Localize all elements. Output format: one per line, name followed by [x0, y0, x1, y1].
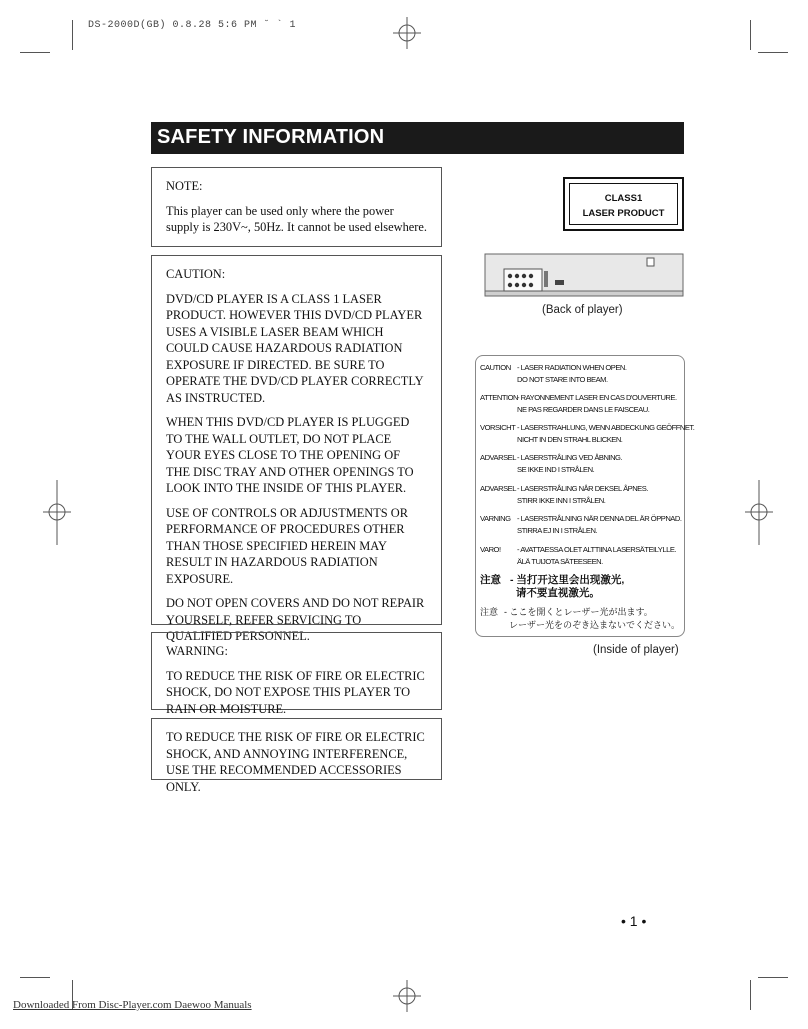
caution-paragraph: WHEN THIS DVD/CD PLAYER IS PLUGGED TO THE WALL OUTLET, DO NOT PLACE YOUR EYES CLOSE TO THE OPENING OF THE DISC TRAY AND OTHER OPENINGS TO LOOK INTO THE INSIDE OF THIS PLAYER.	[166, 415, 414, 495]
caution-heading: CAUTION:	[166, 267, 226, 281]
accessories-box	[151, 718, 442, 794]
inside-laser-warning-label	[475, 355, 695, 637]
warning-label-chinese: 注意 - 当打开这里会出现激光, 请不要直视激光。	[480, 574, 625, 599]
class-label-line1: CLASS1	[604, 193, 643, 204]
inside-of-player-caption: (Inside of player)	[593, 644, 679, 656]
note-box	[151, 167, 442, 247]
page-title: SAFETY INFORMATION	[157, 126, 385, 148]
print-slug: DS-2000D(GB) 0.8.28 5:6 PM ˘ ` 1	[88, 20, 297, 31]
accessories-text: TO REDUCE THE RISK OF FIRE OR ELECTRIC SHOCK, AND ANNOYING INTERFERENCE, USE THE RECOMMENDED ACCESSORIES ONLY.	[166, 730, 425, 794]
footer-download-link[interactable]: Downloaded From Disc-Player.com Daewoo Manuals	[13, 999, 252, 1011]
warning-label-row: VARNING - LASERSTRÅLNING NÄR DENNA DEL ÄR ÖPPNAD. STIRRA EJ IN I STRÅLEN.	[480, 514, 682, 535]
warning-box	[151, 632, 442, 716]
class1-laser-label	[563, 177, 684, 231]
page-number: • 1 •	[621, 913, 647, 929]
warning-label-row: VORSICHT - LASERSTRAHLUNG, WENN ABDECKUNG GEÖFFNET. NICHT IN DEN STRAHL BLICKEN.	[480, 423, 695, 444]
class-label-line2: LASER PRODUCT	[582, 208, 665, 219]
warning-heading: WARNING:	[166, 644, 228, 658]
back-of-player-caption: (Back of player)	[542, 304, 623, 316]
caution-paragraph: USE OF CONTROLS OR ADJUSTMENTS OR PERFORMANCE OF PROCEDURES OTHER THAN THOSE SPECIFIED HEREIN MAY RESULT IN HAZARDOUS RADIATION EXPOSURE.	[166, 505, 408, 586]
warning-label-row: ADVARSEL- LASERSTRÅLING VED ÅBNING. SE IKKE IND I STRÅLEN.	[480, 453, 623, 474]
warning-label-row: CAUTION - LASER RADIATION WHEN OPEN. DO NOT STARE INTO BEAM.	[480, 363, 627, 384]
page-title-bar	[151, 122, 684, 154]
caution-paragraph: DVD/CD PLAYER IS A CLASS 1 LASER PRODUCT. HOWEVER THIS DVD/CD PLAYER USES A VISIBLE LASER BEAM WHICH COULD CAUSE HAZARDOUS RADIATION EXPOSURE IF DIRECTED. BE SURE TO OPERATE THE DVD/CD PLAYER CORRECTLY AS INSTRUCTED.	[166, 291, 424, 405]
warning-label-row: ADVARSEL- LASERSTRÅLING NÅR DEKSEL ÅPNES. STIRR IKKE INN I STRÅLEN.	[480, 484, 648, 505]
warning-text: TO REDUCE THE RISK OF FIRE OR ELECTRIC SHOCK, DO NOT EXPOSE THIS PLAYER TO RAIN OR MOISTURE.	[166, 668, 425, 716]
caution-box	[151, 255, 442, 643]
warning-label-row: ATTENTION- RAYONNEMENT LASER EN CAS D'OUVERTURE. NE PAS REGARDER DANS LE FAISCEAU.	[480, 393, 677, 414]
note-heading: NOTE:	[166, 179, 203, 193]
warning-label-row: VARO! - AVATTAESSA OLET ALTTIINA LASERSÄTEILYLLE. ÄLÄ TUIJOTA SÄTEESEEN.	[480, 545, 676, 566]
note-text: This player can be used only where the power supply is 230V~, 50Hz. It cannot be used elsewhere.	[166, 203, 427, 234]
player-back-illustration	[484, 253, 686, 299]
warning-label-japanese: 注意 - ここを開くとレーザー光が出ます。 レーザー光をのぞき込まないでください。	[480, 607, 681, 630]
caution-paragraph: DO NOT OPEN COVERS AND DO NOT REPAIR YOURSELF, REFER SERVICING TO QUALIFIED PERSONNEL.	[166, 596, 425, 643]
